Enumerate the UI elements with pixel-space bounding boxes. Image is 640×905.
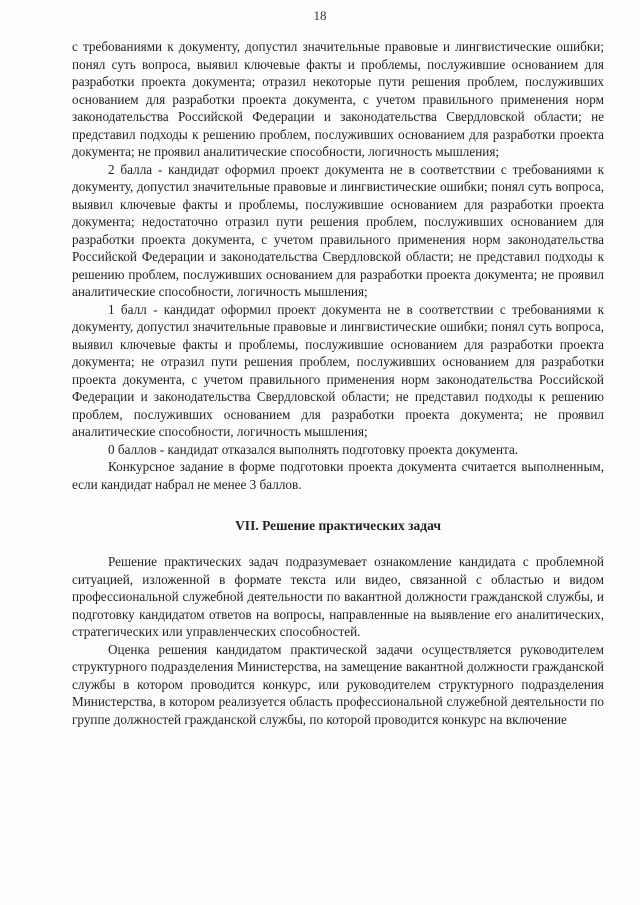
paragraph-practical-tasks-evaluation: Оценка решения кандидатом практической задачи осуществляется руководителем структурного подразделения Министерства, на замещение вакантной должности гражданской службы в котором проводится конкурс, или руководителем структурного подразделения Министерства, в котором реализуется область профессиональной служебной деятельности по группе должностей гражданской службы, по которой проводится конкурс на включение [72, 641, 604, 727]
paragraph-practical-tasks-description: Решение практических задач подразумевает ознакомление кандидата с проблемной ситуацией, изложенной в формате текста или видео, связанной с областью и видом профессиональной служебной деятельности по вакантной должности гражданской службы, и подготовку кандидатом ответов на вопросы, направленные на выявление его аналитических, стратегических или управленческих способностей. [72, 554, 604, 639]
document-body [72, 38, 604, 728]
paragraph-score-0: 0 баллов - кандидат отказался выполнять подготовку проекта документа. [108, 441, 519, 457]
page-number: 18 [313, 8, 327, 23]
paragraph-score-2: 2 балла - кандидат оформил проект документа не в соответствии с требованиями к документу, допустил значительные правовые и лингвистические ошибки; понял суть вопроса, выявил ключевые факты и проблемы, послужившие основанием для разработки проекта документа; недостаточно отразил пути решения проблем, послуживших основанием для разработки проекта документа, с учетом правильного применения норм законодательства Российской Федерации и законодательства Свердловской области; не представил подходы к решению проблем, послуживших основанием для разработки проекта документа; не проявил аналитические способности, логичность мышления; [72, 161, 604, 299]
section-heading: VII. Решение практических задач [235, 518, 441, 533]
paragraph-completion-criteria: Конкурсное задание в форме подготовки проекта документа считается выполненным, если кандидат набрал не менее 3 баллов. [72, 459, 604, 492]
paragraph-score-1: 1 балл - кандидат оформил проект документа не в соответствии с требованиями к документу, допустил значительные правовые и лингвистические ошибки; понял суть вопроса, выявил ключевые факты и проблемы, послужившие основанием для разработки проекта документа; не отразил пути решения проблем, послуживших основанием для разработки проекта документа, с учетом правильного применения норм законодательства Российской Федерации и законодательства Свердловской области; не представил подходы к решению проблем, послуживших основанием для разработки проекта документа; не проявил аналитические способности, логичность мышления; [72, 301, 604, 439]
paragraph-continuation: с требованиями к документу, допустил значительные правовые и лингвистические ошибки; понял суть вопроса, выявил ключевые факты и проблемы, послужившие основанием для разработки проекта документа; отразил некоторые пути решения проблем, послуживших основанием для разработки проекта документа, с учетом правильного применения норм законодательства Российской Федерации и законодательства Свердловской области; не представил подходы к решению проблем, послуживших основанием для разработки проекта документа; не проявил аналитические способности, логичность мышления; [72, 39, 604, 159]
